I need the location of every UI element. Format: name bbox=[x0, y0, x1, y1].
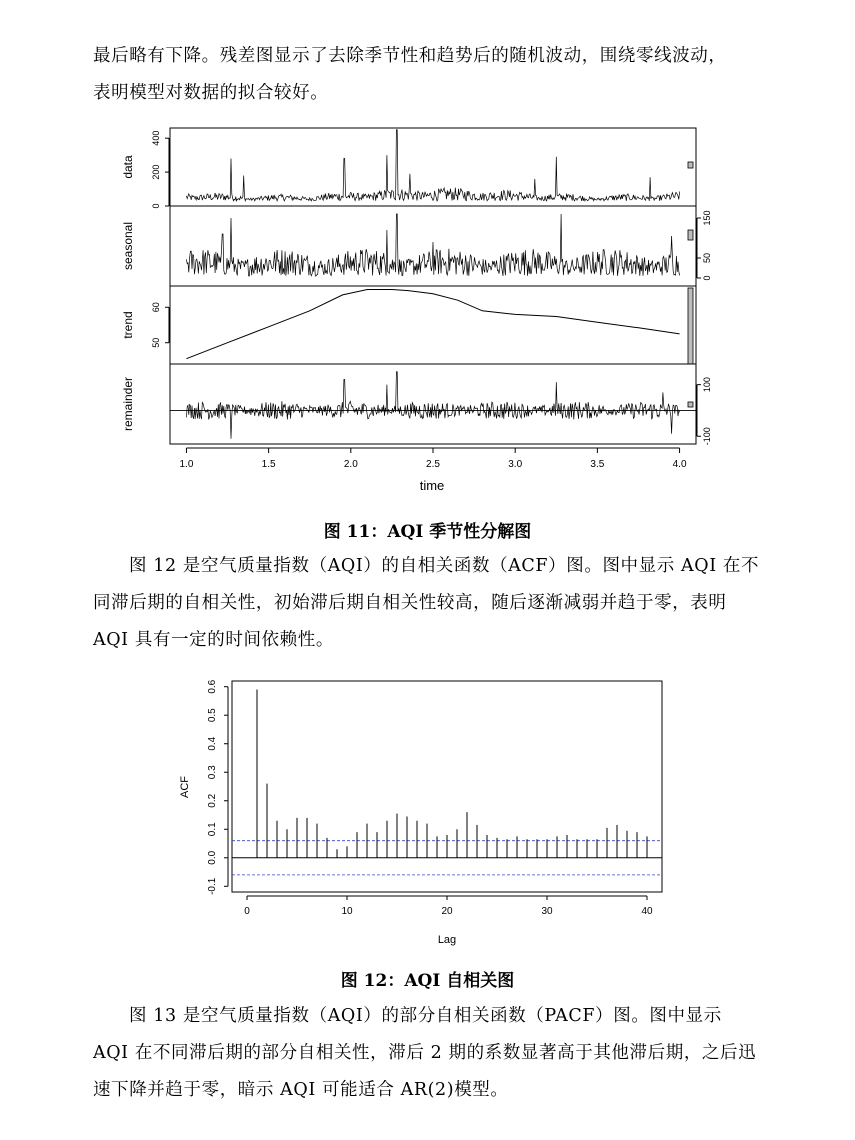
panel-frame-data bbox=[170, 128, 696, 206]
y-tick-label-seasonal: 0 bbox=[702, 275, 712, 281]
x-tick-label: 3.0 bbox=[508, 459, 523, 470]
figure-11-caption: 图 11：AQI 季节性分解图 bbox=[323, 522, 532, 542]
panel-remainder bbox=[121, 364, 712, 445]
acf-y-tick-label: 0.4 bbox=[207, 736, 218, 751]
series-line-trend bbox=[186, 290, 679, 359]
acf-y-tick-label: 0.1 bbox=[207, 822, 218, 837]
figure-12 bbox=[170, 672, 680, 957]
paragraph-1 bbox=[93, 38, 763, 112]
acf-y-tick-label: 0.2 bbox=[207, 793, 218, 808]
acf-y-tick-label: -0.1 bbox=[207, 877, 218, 895]
x-axis-label: time bbox=[419, 478, 445, 493]
acf-y-tick-label: 0.5 bbox=[207, 708, 218, 723]
y-tick-label-remainder: -100 bbox=[702, 427, 712, 446]
panel-label-trend: trend bbox=[121, 311, 135, 339]
x-tick-label: 1.0 bbox=[179, 459, 194, 470]
y-tick-label-data: 0 bbox=[151, 203, 161, 209]
figure-11 bbox=[100, 118, 740, 500]
y-tick-label-remainder: 100 bbox=[702, 377, 712, 393]
panel-label-data: data bbox=[121, 155, 135, 179]
paragraph-2: 图 12 是空气质量指数（AQI）的自相关函数（ACF）图。图中显示 AQI 在不同滞后期的自相关性，初始滞后期自相关性较高，随后逐渐减弱并趋于零，表明 AQI 具有一定的时间依赖性。 bbox=[93, 556, 760, 650]
acf-x-tick-label: 10 bbox=[341, 906, 353, 917]
stl-decomposition-chart bbox=[100, 118, 740, 500]
x-tick-label: 1.5 bbox=[261, 459, 276, 470]
acf-y-tick-label: 0.6 bbox=[207, 679, 218, 694]
acf-x-tick-label: 30 bbox=[541, 906, 553, 917]
x-tick-label: 4.0 bbox=[672, 459, 687, 470]
x-tick-label: 2.5 bbox=[426, 459, 440, 470]
series-line-seasonal bbox=[186, 214, 679, 276]
acf-y-tick-label: 0.0 bbox=[207, 850, 218, 865]
acf-chart bbox=[170, 672, 680, 957]
paragraph-3: 图 13 是空气质量指数（AQI）的部分自相关函数（PACF）图。图中显示 AQI 在不同滞后期的部分自相关性，滞后 2 期的系数显著高于其他滞后期，之后迅速下降并趋于零，暗示 AQI 可能适合 AR(2)模型。 bbox=[93, 1006, 757, 1100]
series-line-remainder bbox=[186, 372, 679, 439]
scale-bar-seasonal bbox=[688, 230, 693, 240]
panel-label-remainder: remainder bbox=[121, 376, 135, 432]
scale-bar-data bbox=[688, 162, 693, 168]
x-tick-label: 3.5 bbox=[590, 459, 605, 470]
scale-bar-trend bbox=[688, 288, 693, 364]
y-tick-label-seasonal: 50 bbox=[702, 252, 712, 264]
acf-y-tick-label: 0.3 bbox=[207, 765, 218, 780]
acf-plot-frame bbox=[232, 681, 662, 892]
y-tick-label-trend: 60 bbox=[151, 302, 161, 313]
acf-x-axis-label: Lag bbox=[437, 934, 457, 946]
panel-seasonal bbox=[121, 206, 712, 286]
acf-y-axis-label: ACF bbox=[179, 776, 191, 798]
paragraph-1-line-2: 表明模型对数据的拟合较好。 bbox=[93, 83, 329, 103]
y-tick-label-trend: 50 bbox=[151, 337, 161, 348]
panel-frame-remainder bbox=[170, 364, 696, 444]
scale-bar-remainder bbox=[688, 402, 693, 407]
figure-12-caption: 图 12：AQI 自相关图 bbox=[340, 971, 515, 991]
paragraph-1-line-1: 最后略有下降。残差图显示了去除季节性和趋势后的随机波动，围绕零线波动， bbox=[93, 46, 727, 66]
y-tick-label-data: 200 bbox=[151, 164, 161, 180]
acf-x-tick-label: 40 bbox=[641, 906, 653, 917]
panel-label-seasonal: seasonal bbox=[121, 221, 135, 271]
panel-trend bbox=[121, 286, 696, 364]
acf-x-tick-label: 0 bbox=[244, 906, 250, 917]
acf-x-tick-label: 20 bbox=[441, 906, 453, 917]
series-line-data bbox=[186, 130, 679, 201]
y-tick-label-data: 400 bbox=[151, 130, 161, 146]
y-tick-label-seasonal: 150 bbox=[702, 210, 712, 226]
panel-data bbox=[121, 128, 696, 209]
x-tick-label: 2.0 bbox=[343, 459, 358, 470]
